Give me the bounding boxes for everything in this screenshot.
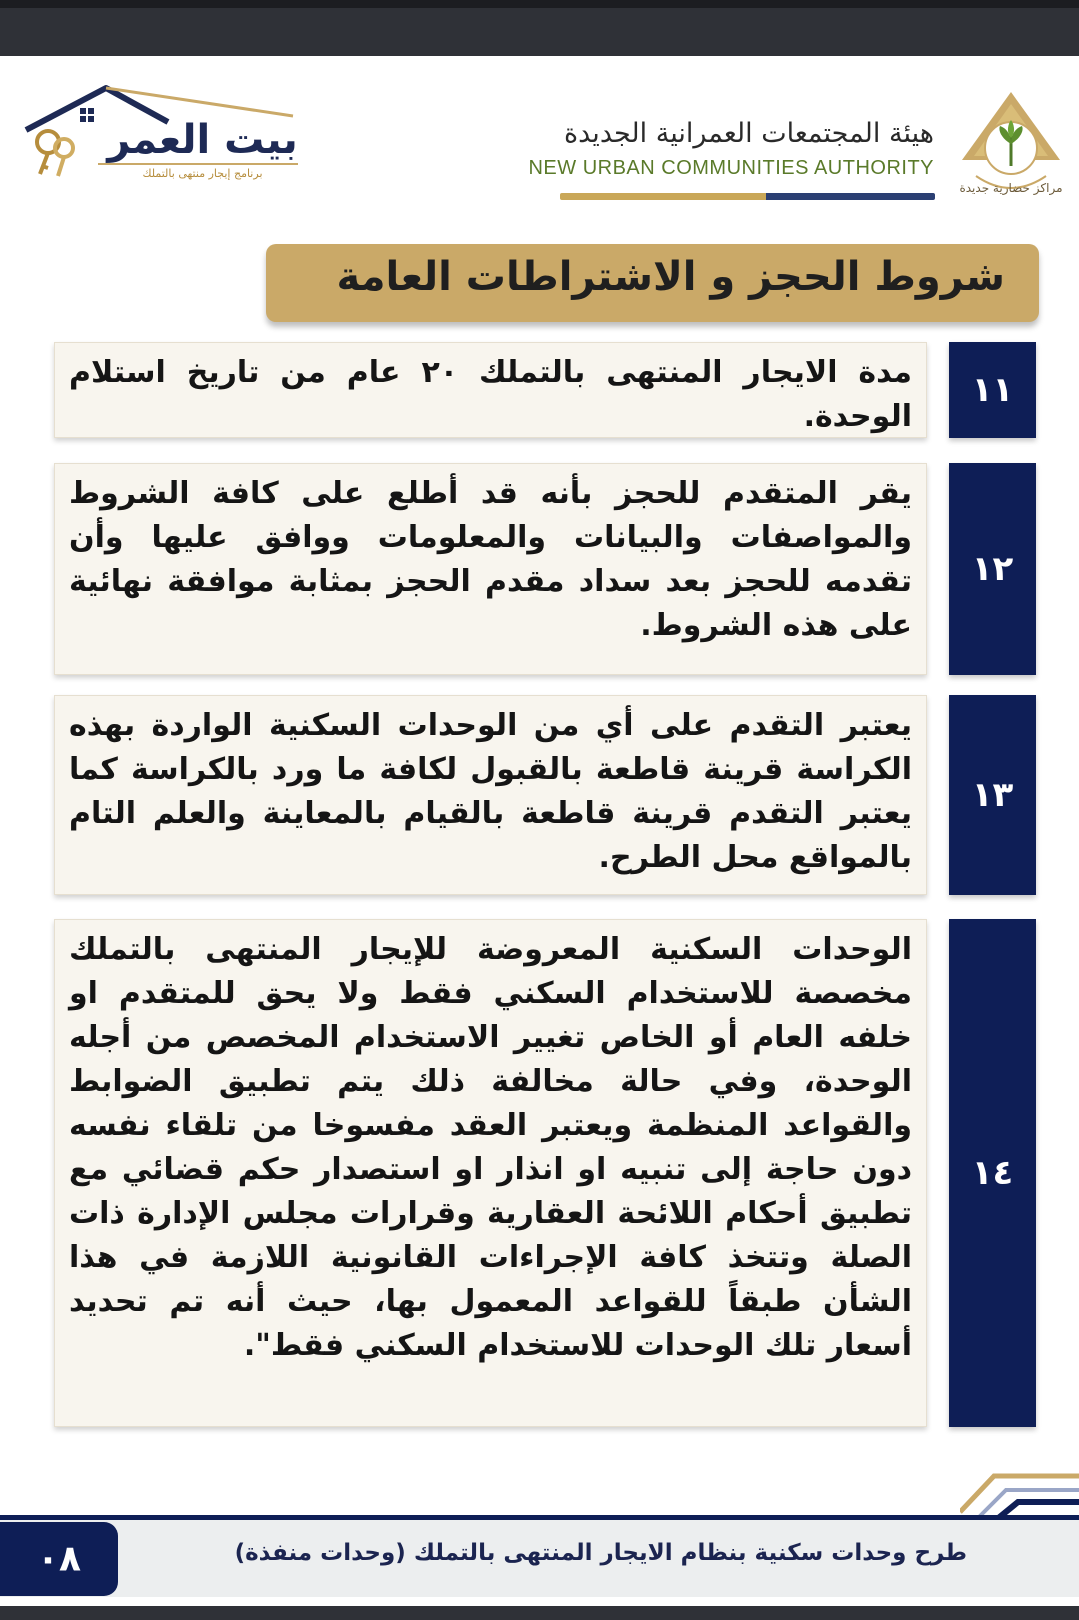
page-number: ٠٨ — [37, 1538, 81, 1580]
condition-number-box — [949, 919, 1036, 1427]
section-title: شروط الحجز و الاشتراطات العامة — [336, 254, 1005, 300]
condition-text-box — [54, 463, 927, 675]
condition-number-box — [949, 463, 1036, 675]
condition-text-box — [54, 342, 927, 438]
condition-text: يعتبر التقدم على أي من الوحدات السكنية الواردة بهذه الكراسة قرينة قاطعة بالقبول لكافة ما ورد بالكراسة كما يعتبر التقدم قرينة قاطعة بالقيام بالمعاينة والعلم التام بالمواقع محل الطرح. — [69, 708, 912, 875]
top-bar — [0, 0, 1079, 56]
condition-text: يقر المتقدم للحجز بأنه قد أطلع على كافة الشروط والمواصفات والبيانات والمعلومات ووافق عليها وأن تقدمه للحجز بعد سداد مقدم الحجز بمثابة موافقة نهائية على هذه الشروط. — [69, 476, 912, 643]
condition-number-box — [949, 695, 1036, 895]
nuca-emblem-caption: مراكز حضارية جديدة — [959, 181, 1063, 195]
nuca-title-ar: هيئة المجتمعات العمرانية الجديدة — [563, 118, 934, 149]
condition-number: ١٣ — [971, 775, 1014, 815]
condition-number: ١٤ — [971, 1153, 1014, 1193]
footer-stripes-icon — [960, 1468, 1079, 1520]
condition-number: ١٢ — [971, 549, 1014, 589]
condition-text-box — [54, 695, 927, 895]
top-bar-edge — [0, 0, 1079, 8]
nuca-title-en: NEW URBAN COMMUNITIES AUTHORITY — [528, 157, 934, 179]
nuca-emblem-icon — [956, 88, 1066, 208]
nuca-underline — [560, 193, 935, 200]
condition-text: مدة الايجار المنتهى بالتملك ٢٠ عام من تاريخ استلام الوحدة. — [69, 355, 912, 434]
condition-text: الوحدات السكنية المعروضة للإيجار المنتهى بالتملك مخصصة للاستخدام السكني فقط ولا يحق للمتقدم او خلفه العام أو الخاص تغيير الاستخدام المخصص من أجله الوحدة، وفي حالة مخالفة ذلك يتم تطبيق الضوابط والقواعد المنظمة ويعتبر العقد مفسوخا من تلقاء نفسه دون حاجة إلى تنبيه او انذار او استصدار حكم قضائي مع تطبيق أحكام اللائحة العقارية وقرارات مجلس الإدارة ذات الصلة وتتخذ كافة الإجراءات القانونية اللازمة في هذا الشأن طبقاً للقواعد المعمول بها، حيث أنه تم تحديد أسعار تلك الوحدات للاستخدام السكني فقط". — [69, 932, 912, 1363]
condition-text-box — [54, 919, 927, 1427]
condition-number: ١١ — [971, 370, 1014, 410]
footer-bar-line — [0, 1515, 1079, 1520]
condition-number-box — [949, 342, 1036, 438]
bottom-edge — [0, 1606, 1079, 1620]
program-tagline: برنامج إيجار منتهى بالتملك — [142, 167, 263, 180]
footer-text: طرح وحدات سكنية بنظام الايجار المنتهى بالتملك (وحدات منفذة) — [234, 1540, 967, 1566]
section-title-banner — [266, 244, 1039, 322]
program-name: بيت العمر — [107, 117, 298, 163]
page-number-box — [0, 1522, 118, 1596]
